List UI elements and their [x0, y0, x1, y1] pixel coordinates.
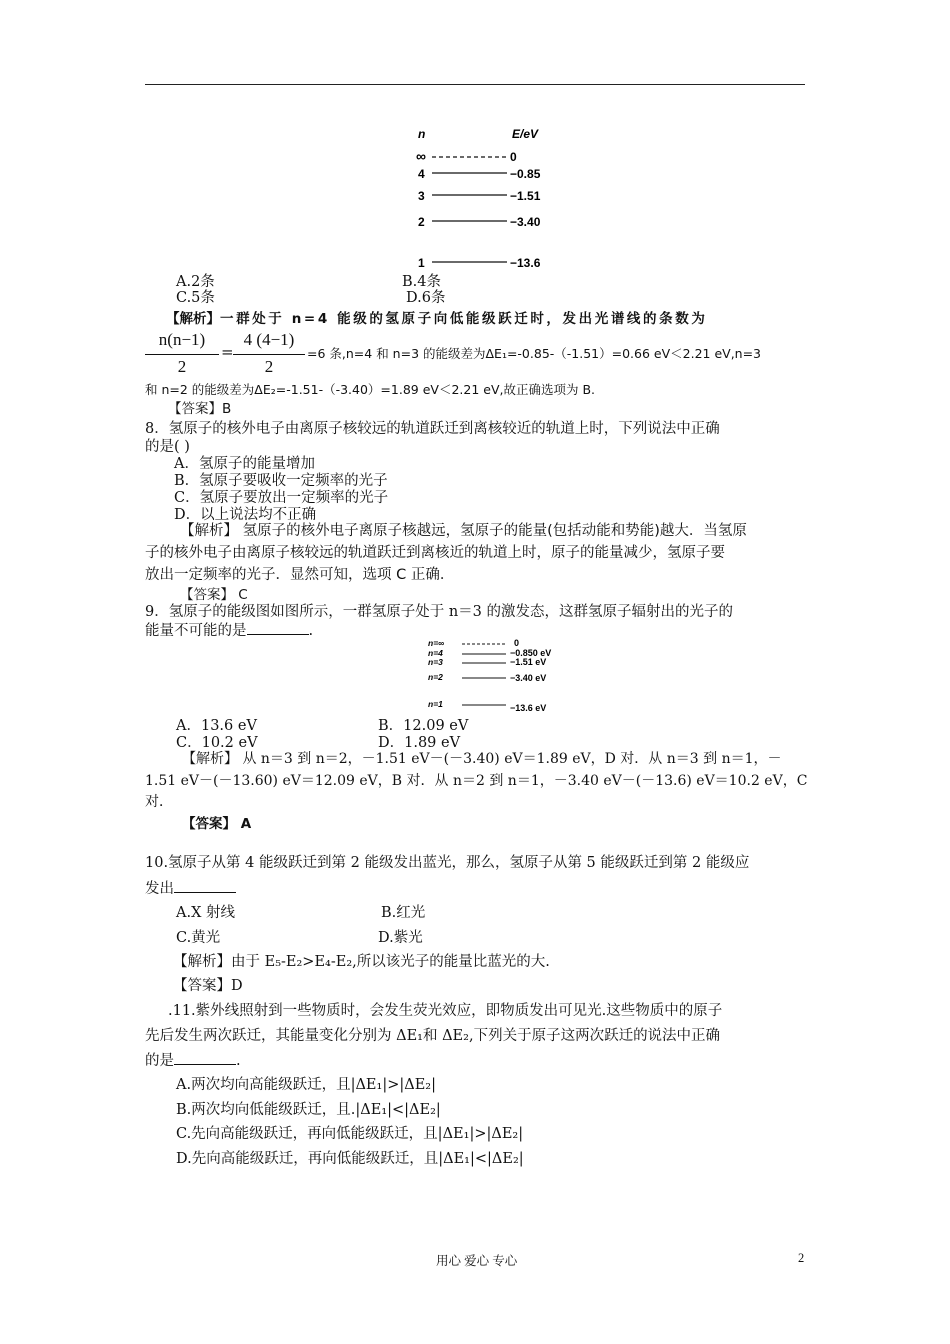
q10-stem-line1: 10.氢原子从第 4 能级跃迁到第 2 能级发出蓝光，那么，氢原子从第 5 能级跃迁到第 2 能级应: [145, 855, 750, 871]
q9-answer: 【答案】 A: [182, 816, 252, 832]
q7-frac1-denominator: 2: [177, 357, 187, 376]
q9-option-d: D．1.89 eV: [378, 735, 461, 751]
diagram2-level-e: −0.850 eV: [510, 648, 552, 658]
diagram1-level-n: 2: [418, 215, 425, 229]
q10-answer: 【答案】D: [173, 978, 243, 994]
q11-option-d: D.先向高能级跃迁，再向低能级跃迁，且|ΔE₁|<|ΔE₂|: [176, 1151, 524, 1167]
q8-answer: 【答案】 C: [180, 587, 248, 603]
q8-option-c: C．氢原子要放出一定频率的光子: [174, 490, 389, 506]
q9-analysis-line3: 对．: [145, 794, 173, 810]
q7-equals-sign: =: [221, 343, 234, 361]
diagram1-level-e: −1.51: [510, 189, 541, 203]
q8-analysis-line3: 放出一定频率的光子．显然可知，选项 C 正确．: [145, 567, 455, 583]
q9-stem-line2: 能量不可能的是 .: [145, 620, 313, 641]
q10-answer-blank: [174, 878, 236, 893]
diagram1-col-n: n: [418, 127, 426, 141]
q10-stem-line2: [145, 878, 236, 899]
q8-option-a: A．氢原子的能量增加: [174, 456, 315, 472]
q7-option-b: B.4条: [402, 274, 441, 290]
q8-stem-line2: 的是( ): [145, 439, 190, 455]
q7-analysis-label: 【解析】: [166, 311, 220, 327]
energy-level-diagram-1: [410, 122, 560, 272]
q7-analysis-text: 一群处于 n=4 能级的氢原子向低能级跃迁时，发出光谱线的条数为: [220, 311, 708, 327]
diagram1-level-e: −13.6: [510, 256, 541, 270]
diagram2-level-n: n=2: [428, 672, 443, 682]
footer-slogan: 用心 爱心 专心: [436, 1254, 518, 1268]
header-rule: [145, 84, 805, 85]
diagram1-level-n: ∞: [416, 148, 426, 164]
diagram2-level-e: −1.51 eV: [510, 657, 547, 667]
q7-option-c: C.5条: [176, 290, 215, 306]
q7-analysis-line3: 和 n=2 的能级差为ΔE₂=-1.51-（-3.40）=1.89 eV＜2.21 eV,故正确选项为 B.: [145, 382, 595, 397]
q7-option-d: D.6条: [406, 290, 446, 306]
diagram2-level-n: n=∞: [428, 638, 445, 648]
q7-analysis-line1: [166, 309, 707, 329]
diagram2-level-e: 0: [514, 638, 520, 648]
q10-option-c: C.黄光: [176, 930, 221, 946]
q11-option-a: A.两次均向高能级跃迁，且|ΔE₁|>|ΔE₂|: [176, 1077, 437, 1093]
q9-stem-text: 能量不可能的是: [145, 623, 247, 639]
q11-stem-line2: 先后发生两次跃迁，其能量变化分别为 ΔE₁和 ΔE₂,下列关于原子这两次跃迁的说法中正确: [145, 1028, 721, 1044]
diagram2-level-e: −3.40 eV: [510, 673, 547, 683]
q10-analysis: 【解析】由于 E₅-E₂>E₄-E₂,所以该光子的能量比蓝光的大.: [173, 954, 550, 970]
q11-stem-text: 的是: [145, 1053, 174, 1069]
diagram1-level-e: −3.40: [510, 215, 541, 229]
q7-frac1-bar: [145, 354, 219, 355]
diagram1-level-n: 4: [418, 167, 425, 181]
q11-option-c: C.先向高能级跃迁，再向低能级跃迁，且|ΔE₁|>|ΔE₂|: [176, 1126, 524, 1142]
page-number: 2: [798, 1251, 805, 1265]
diagram1-col-e: E/eV: [512, 127, 539, 141]
q11-answer-blank: [174, 1050, 236, 1065]
q7-frac2-numerator: 4 (4−1): [243, 330, 295, 349]
diagram2-level-e: −13.6 eV: [510, 703, 547, 713]
q9-option-b: B．12.09 eV: [378, 718, 469, 734]
q8-analysis-line2: 子的核外电子由离原子核较远的轨道跃迁到离核近的轨道上时，原子的能量减少，氢原子要: [145, 545, 725, 561]
diagram2-level-n: n=4: [428, 648, 443, 658]
q7-frac2-denominator: 2: [264, 357, 274, 376]
q7-answer: 【答案】B: [168, 401, 232, 417]
q9-option-c: C．10.2 eV: [176, 735, 258, 751]
q7-frac2-bar: [233, 354, 305, 355]
energy-level-diagram-2: [426, 636, 566, 716]
q9-answer-blank: [247, 620, 309, 635]
q9-analysis-line1: 【解析】 从 n＝3 到 n＝2，－1.51 eV－(－3.40) eV＝1.89 eV，D 对．从 n＝3 到 n＝1，－: [182, 751, 782, 767]
q11-option-b: B.两次均向低能级跃迁，且.|ΔE₁|<|ΔE₂|: [176, 1102, 441, 1118]
q11-stem-line3: 的是 .: [145, 1050, 241, 1071]
diagram1-level-e: −0.85: [510, 167, 541, 181]
q8-option-d: D．以上说法均不正确: [174, 507, 317, 523]
q7-analysis-line2: =6 条,n=4 和 n=3 的能级差为ΔE₁=-0.85-（-1.51）=0.66 eV＜2.21 eV,n=3: [307, 346, 762, 361]
diagram2-level-n: n=3: [428, 657, 443, 667]
q7-frac1-numerator: n(n−1): [158, 330, 206, 349]
q10-stem-text: 发出: [145, 881, 174, 897]
q9-stem-line1: 9．氢原子的能级图如图所示，一群氢原子处于 n＝3 的激发态，这群氢原子辐射出的光子的: [145, 604, 734, 620]
q10-option-b: B.红光: [381, 905, 426, 921]
diagram1-level-n: 1: [418, 256, 425, 270]
q9-option-a: A．13.6 eV: [176, 718, 257, 734]
diagram1-level-n: 3: [418, 189, 425, 203]
diagram1-level-e: 0: [510, 150, 517, 164]
q8-analysis-line1: 【解析】 氢原子的核外电子离原子核越远，氢原子的能量(包括动能和势能)越大．当氢原: [180, 523, 747, 539]
diagram2-level-n: n=1: [428, 699, 443, 709]
q11-stem-line1: .11.紫外线照射到一些物质时，会发生荧光效应，即物质发出可见光.这些物质中的原子: [168, 1003, 723, 1019]
q8-stem-line1: 8．氢原子的核外电子由离原子核较远的轨道跃迁到离核较近的轨道上时，下列说法中正确: [145, 421, 720, 437]
q10-option-a: A.X 射线: [176, 905, 236, 921]
q10-option-d: D.紫光: [378, 930, 423, 946]
q7-option-a: A.2条: [176, 274, 215, 290]
q8-option-b: B．氢原子要吸收一定频率的光子: [174, 473, 388, 489]
q9-analysis-line2: 1.51 eV－(－13.60) eV＝12.09 eV，B 对．从 n＝2 到 n＝1，－3.40 eV－(－13.6) eV＝10.2 eV，C: [145, 773, 808, 789]
